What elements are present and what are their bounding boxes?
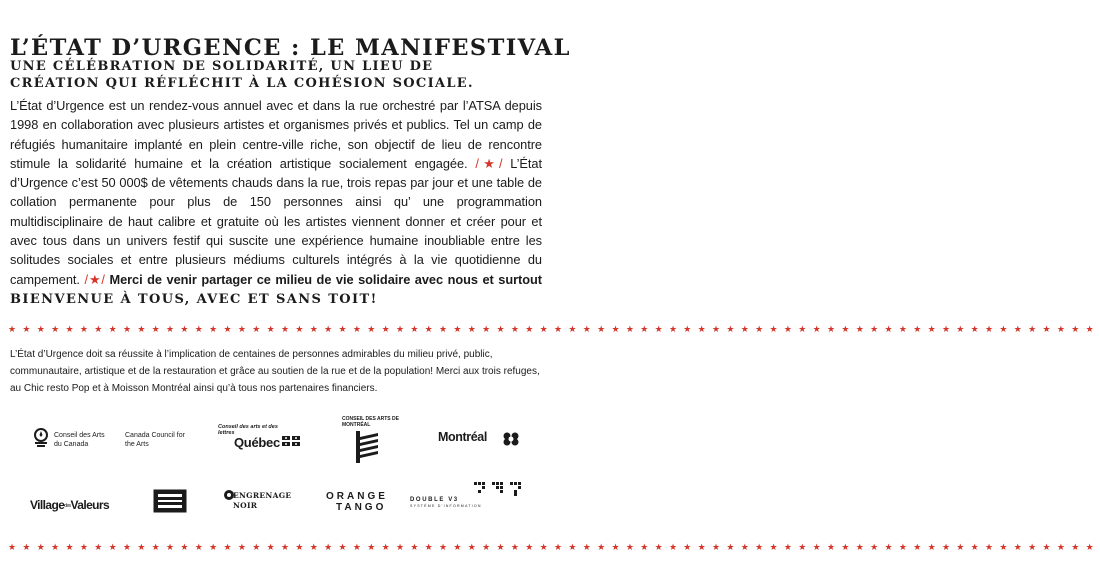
- cam-label: CONSEIL DES ARTS DE MONTRÉAL: [342, 416, 399, 428]
- canada-council-en-label: Canada Council for the Arts: [125, 432, 185, 448]
- box-logo: [153, 489, 187, 518]
- village-mid-label: des: [64, 502, 71, 509]
- calq-logo: [218, 424, 308, 454]
- orange-tango-logo: [326, 491, 388, 513]
- double-v3-label: DOUBLE V3: [410, 497, 459, 503]
- manifesto-body: [10, 96, 542, 309]
- calq-quebec-label: Québec: [234, 435, 280, 450]
- cam-stripes-icon: [356, 431, 378, 463]
- calq-small-label: Conseil des arts et des lettres: [218, 424, 278, 436]
- double-v3-dots-icon: [474, 482, 530, 496]
- closing-welcome: BIENVENUE À TOUS, AVEC ET SANS TOIT!: [10, 291, 378, 307]
- quebec-flag-icon: [282, 436, 300, 446]
- canada-council-emblem-icon: [32, 428, 50, 450]
- page-title: L’ÉTAT D’URGENCE : LE MANIFESTIVAL: [10, 35, 571, 61]
- village-right-label: Valeurs: [70, 498, 110, 512]
- montreal-label: Montréal: [438, 430, 487, 444]
- double-v3-sub-label: SYSTÈME D’INFORMATION: [410, 504, 482, 508]
- conseil-arts-montreal-logo: [342, 416, 402, 468]
- montreal-rosette-icon: [502, 431, 520, 447]
- engrenage-noir-logo: [223, 489, 303, 513]
- village-des-valeurs-logo: [30, 498, 109, 512]
- tango-label: TANGO: [336, 502, 387, 513]
- canada-council-fr-label: Conseil des Arts du Canada: [54, 432, 105, 448]
- village-left-label: Village: [30, 498, 65, 512]
- orange-label: ORANGE: [326, 491, 388, 502]
- body-paragraph-2: L’État d’Urgence c’est 50 000$ de vêtements chauds dans la rue, trois repas par jour et une table de collation permanente pour plus de 150 personnes ainsi qu’ une programmation multidisciplinaire de haut calibre et gratuite où les artistes viennent donner et créer pour et avec tous dans un univers festif qui suscite une expérience humaine inoubliable entre les solitudes sociales et entre plusieurs médiums culturels intégrés à la vie quotidienne du campement.: [10, 155, 542, 287]
- closing-sentence: Merci de venir partager ce milieu de vie solidaire avec nous et surtout: [109, 271, 542, 287]
- body-paragraph-1: L’État d’Urgence est un rendez-vous annuel avec et dans la rue orchestré par l’ATSA depuis 1998 en collaboration avec plusieurs artistes et organismes privés et publics. Tel un camp de réfugiés humanitaire implanté en plein centre-ville riche, son objectif de lieu de rencontre stimule la solidarité humaine et la création artistique socialement engagée.: [10, 98, 542, 171]
- star-divider-bottom: ★★★★★★★★★★★★★★★★★★★★★★★★★★★★★★★★★★★★★★★★★★★★★★★★★★★★★★★★★★★★★★★★★★★★★★★★★★★★: [8, 543, 1100, 553]
- engrenage-label: ENGRENAGE NOIR: [233, 491, 292, 510]
- page-subtitle: UNE CÉLÉBRATION DE SOLIDARITÉ, UN LIEU DE CRÉATION QUI RÉFLÉCHIT À LA COHÉSION SOCIALE.: [10, 59, 474, 91]
- canada-council-logo: [32, 428, 114, 452]
- ville-montreal-logo: [438, 430, 528, 448]
- star-separator: /★/: [475, 155, 503, 171]
- box-emblem-icon: [153, 489, 187, 513]
- thanks-paragraph: L’État d’Urgence doit sa réussite à l’implication de centaines de personnes admirables du milieu privé, public, communautaire, artistique et de la restauration et grâce au soutien de la rue et de la population! Merci aux trois refuges, au Chic resto Pop et à Moisson Montréal ainsi qu’à tous nos partenaires financiers.: [10, 349, 540, 394]
- star-divider-top: ★★★★★★★★★★★★★★★★★★★★★★★★★★★★★★★★★★★★★★★★★★★★★★★★★★★★★★★★★★★★★★★★★★★★★★★★★★★★: [8, 325, 1100, 335]
- star-separator: /★/: [84, 271, 105, 287]
- double-v3-logo: [410, 482, 530, 516]
